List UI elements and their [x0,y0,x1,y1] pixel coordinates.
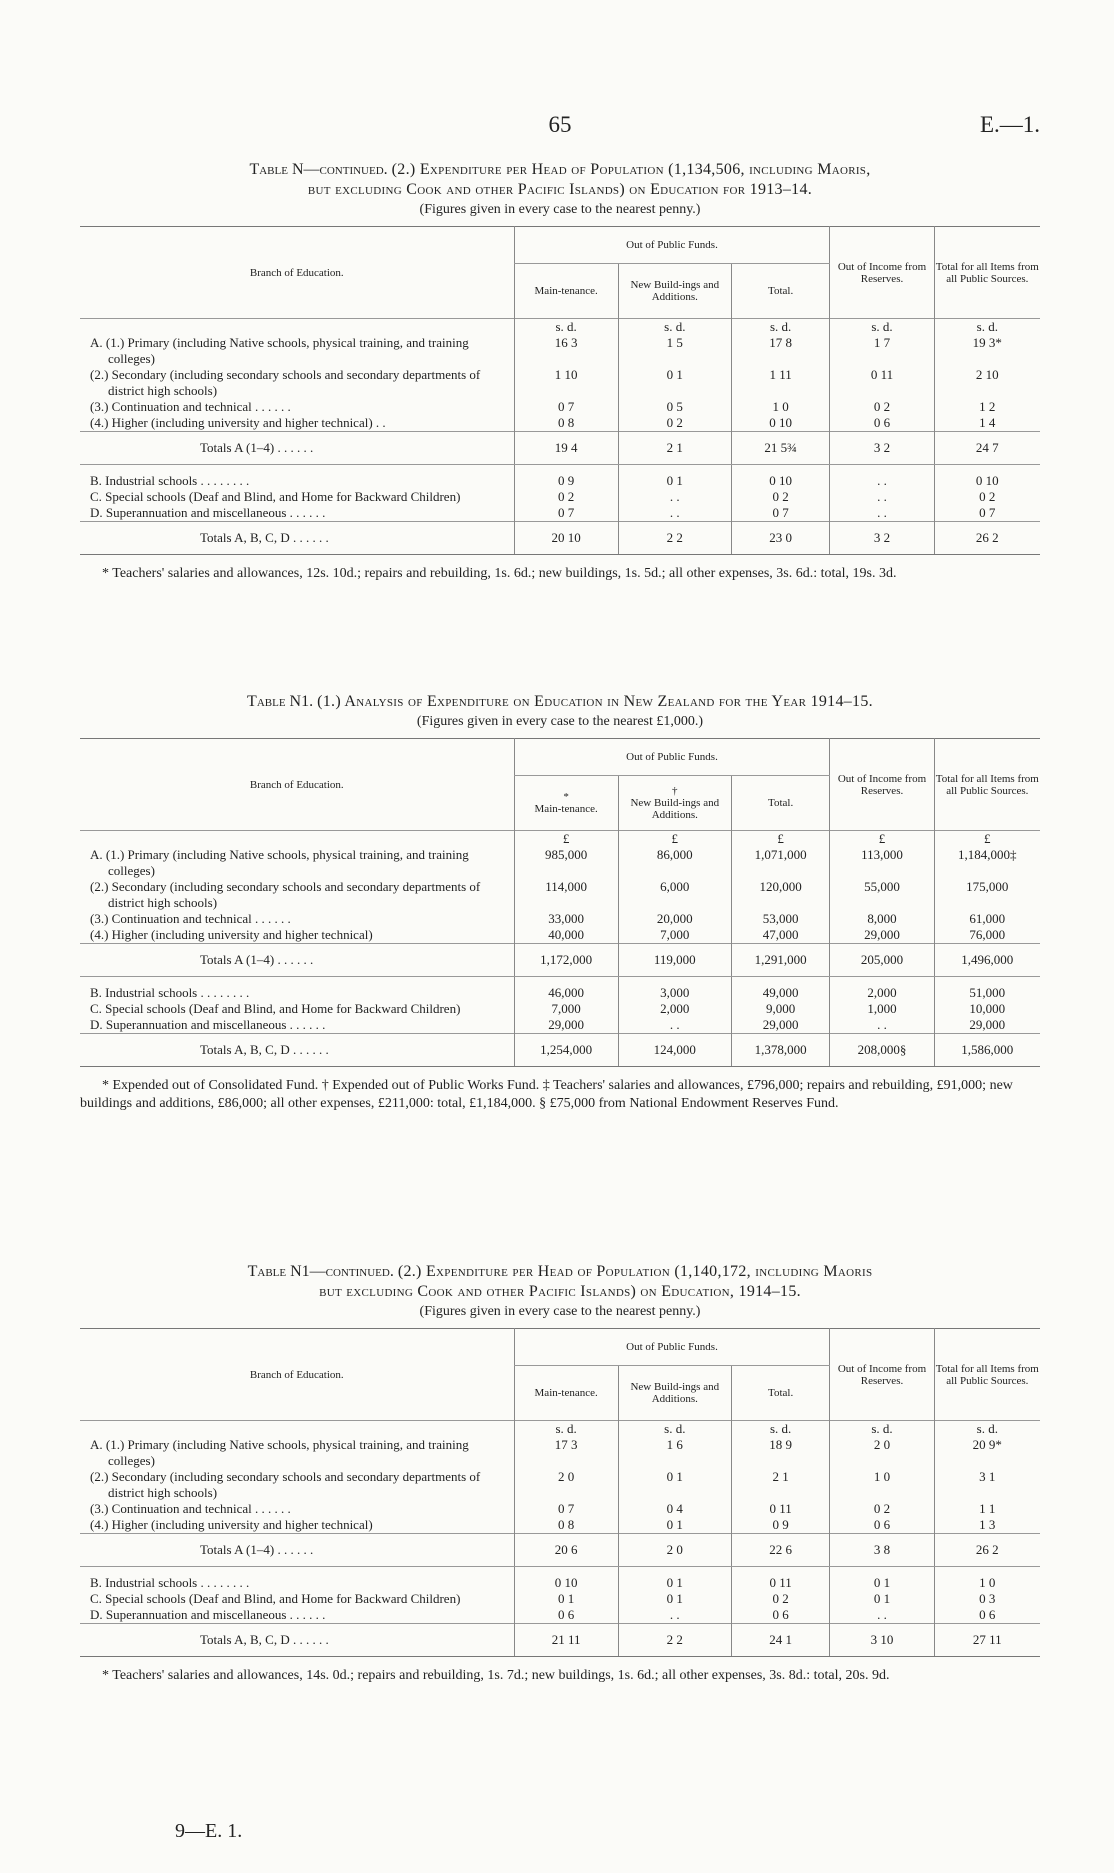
col-branch: Branch of Education. [249,778,344,791]
data-table [80,738,1040,1067]
cell-value: . . [618,1017,731,1034]
table-title-cont: but excluding Cook and other Pacific Islands) on Education, 1914–15. [319,1283,801,1300]
cell-value: 2 0 [830,1437,934,1469]
col-new-buildings: New Build-ings and Additions. [618,264,731,319]
cell-value: 1 0 [731,399,830,415]
unit-label: s. d. [731,319,830,336]
unit-label: £ [830,831,934,848]
table-row [80,367,1040,399]
cell-value: 17 8 [731,335,830,367]
unit-label: s. d. [618,319,731,336]
cell-value: 985,000 [514,847,618,879]
cell-value: 0 10 [514,1575,618,1591]
row-label: D. Superannuation and miscellaneous . . . . . . [90,1017,326,1032]
cell-value: 20 6 [514,1534,618,1567]
totals-all-row [80,522,1040,555]
table-title-prefix: Table N—continued. [249,161,388,178]
cell-value: 51,000 [934,985,1040,1001]
row-label: C. Special schools (Deaf and Blind, and Home for Backward Children) [90,1001,461,1016]
cell-value: 2,000 [830,985,934,1001]
cell-value: 1 5 [618,335,731,367]
cell-value: 0 6 [934,1607,1040,1624]
cell-value: 1 7 [830,335,934,367]
cell-value: 29,000 [731,1017,830,1034]
cell-value: 1,586,000 [934,1034,1040,1067]
col-branch: Branch of Education. [249,1368,344,1381]
cell-value: 3 1 [934,1469,1040,1501]
table-n-continued [80,160,1040,583]
row-label: (3.) Continuation and technical . . . . . . [90,1501,291,1516]
cell-value: 0 7 [514,399,618,415]
cell-value: 0 8 [514,1517,618,1534]
cell-value: 49,000 [731,985,830,1001]
table-row [80,847,1040,879]
cell-value: 7,000 [618,927,731,944]
row-label: Totals A (1–4) . . . . . . [200,1542,314,1557]
cell-value: 3 8 [830,1534,934,1567]
cell-value: 1,254,000 [514,1034,618,1067]
cell-value: 0 1 [830,1591,934,1607]
cell-value: 19 4 [514,432,618,465]
cell-value: 23 0 [731,522,830,555]
cell-value: 3,000 [618,985,731,1001]
cell-value: 1 6 [618,1437,731,1469]
cell-value: 1 0 [934,1575,1040,1591]
cell-value: 0 6 [830,415,934,432]
cell-value: 26 2 [934,1534,1040,1567]
cell-value: 0 2 [934,489,1040,505]
cell-value: 0 1 [618,1469,731,1501]
cell-value: 21 5¾ [731,432,830,465]
cell-value: 0 10 [731,415,830,432]
maint-mark: * [563,791,569,803]
cell-value: 114,000 [514,879,618,911]
cell-value: 20 9* [934,1437,1040,1469]
unit-label: s. d. [618,1421,731,1438]
cell-value: 16 3 [514,335,618,367]
cell-value: . . [830,1017,934,1034]
cell-value: 124,000 [618,1034,731,1067]
cell-value: 1,071,000 [731,847,830,879]
cell-value: 33,000 [514,911,618,927]
cell-value: 208,000§ [830,1034,934,1067]
row-label: (3.) Continuation and technical . . . . . . [90,399,291,414]
cell-value: 0 6 [514,1607,618,1624]
col-new-buildings: New Build-ings and Additions. [618,1366,731,1421]
cell-value: 76,000 [934,927,1040,944]
row-label: (2.) Secondary (including secondary schools and secondary departments of district high schools) [90,1469,481,1500]
cell-value: 20,000 [618,911,731,927]
cell-value: 205,000 [830,944,934,977]
unit-label: s. d. [830,1421,934,1438]
cell-value: . . [618,505,731,522]
cell-value: 86,000 [618,847,731,879]
cell-value: 1 11 [731,367,830,399]
cell-value: 8,000 [830,911,934,927]
cell-value: 0 10 [934,473,1040,489]
unit-label: s. d. [934,319,1040,336]
cell-value: 1 3 [934,1517,1040,1534]
cell-value: . . [830,473,934,489]
table-note: (Figures given in every case to the nearest penny.) [419,1304,701,1319]
table-row [80,1017,1040,1034]
cell-value: 26 2 [934,522,1040,555]
cell-value: 0 11 [731,1575,830,1591]
table-title [80,160,1040,200]
col-reserves: Out of Income from Reserves. [830,1329,934,1421]
table-title [80,692,1040,712]
cell-value: 1,184,000‡ [934,847,1040,879]
cell-value: 3 2 [830,432,934,465]
cell-value: 1 1 [934,1501,1040,1517]
totals-a-row [80,1534,1040,1567]
row-label: (4.) Higher (including university and higher technical) [90,1517,373,1532]
cell-value: 0 7 [514,505,618,522]
table-n1 [80,692,1040,1113]
cell-value: 1 10 [514,367,618,399]
cell-value: 0 7 [514,1501,618,1517]
row-label: (4.) Higher (including university and higher technical) . . [90,415,386,430]
col-all-sources: Total for all Items from all Public Sources. [934,739,1040,831]
table-row [80,489,1040,505]
table-n1-continued [80,1262,1040,1685]
table-row [80,1591,1040,1607]
cell-value: 0 2 [618,415,731,432]
cell-value: 0 2 [514,489,618,505]
cell-value: 22 6 [731,1534,830,1567]
cell-value: 55,000 [830,879,934,911]
cell-value: 1 0 [830,1469,934,1501]
cell-value: 2 2 [618,522,731,555]
table-note: (Figures given in every case to the nearest penny.) [419,202,701,217]
table-footnote: * Teachers' salaries and allowances, 12s. 10d.; repairs and rebuilding, 1s. 6d.; new buildings, 1s. 5d.; all other expenses, 3s. 6d.: total, 19s. 3d. [102,566,897,581]
col-group-public-funds: Out of Public Funds. [514,739,830,776]
table-row [80,1517,1040,1534]
table-row [80,1501,1040,1517]
cell-value: 0 8 [514,415,618,432]
cell-value: 0 6 [830,1517,934,1534]
row-label: Totals A (1–4) . . . . . . [200,440,314,455]
cell-value: 46,000 [514,985,618,1001]
footer-signature: 9—E. 1. [175,1820,243,1842]
row-label: A. (1.) Primary (including Native schools, physical training, and training colleges) [90,335,469,366]
row-label: C. Special schools (Deaf and Blind, and Home for Backward Children) [90,489,461,504]
cell-value: 24 1 [731,1624,830,1657]
table-row [80,1575,1040,1591]
cell-value: 1 2 [934,399,1040,415]
totals-a-row [80,944,1040,977]
table-title-prefix: Table N1—continued. [247,1263,394,1280]
cell-value: 61,000 [934,911,1040,927]
cell-value: 119,000 [618,944,731,977]
totals-a-row [80,432,1040,465]
cell-value: 29,000 [934,1017,1040,1034]
col-group-public-funds: Out of Public Funds. [514,227,830,264]
table-note: (Figures given in every case to the nearest £1,000.) [416,714,704,729]
cell-value: 0 2 [830,1501,934,1517]
cell-value: 0 6 [731,1607,830,1624]
unit-label: s. d. [514,1421,618,1438]
cell-value: 2 10 [934,367,1040,399]
table-title [80,1262,1040,1302]
row-label: D. Superannuation and miscellaneous . . . . . . [90,1607,326,1622]
cell-value: 6,000 [618,879,731,911]
cell-value: 40,000 [514,927,618,944]
col-reserves: Out of Income from Reserves. [830,739,934,831]
row-label: B. Industrial schools . . . . . . . . [90,985,250,1000]
row-label: (2.) Secondary (including secondary schools and secondary departments of district high schools) [90,879,481,910]
row-label: Totals A, B, C, D . . . . . . [200,1042,329,1057]
page-header [80,112,1040,146]
col-branch: Branch of Education. [249,266,344,279]
cell-value: 0 2 [830,399,934,415]
cell-value: 175,000 [934,879,1040,911]
cell-value: 29,000 [830,927,934,944]
cell-value: . . [618,489,731,505]
cell-value: 0 1 [618,367,731,399]
cell-value: 2 0 [618,1534,731,1567]
cell-value: 2 2 [618,1624,731,1657]
cell-value: 3 10 [830,1624,934,1657]
col-new-buildings: † New Build-ings and Additions. [618,776,731,831]
cell-value: 113,000 [830,847,934,879]
table-row [80,399,1040,415]
unit-label: s. d. [514,319,618,336]
data-table [80,226,1040,555]
cell-value: 2,000 [618,1001,731,1017]
table-title-prefix: Table N1. [247,693,314,710]
col-maintenance: * Main-tenance. [514,776,618,831]
table-row [80,415,1040,432]
cell-value: 0 2 [731,489,830,505]
cell-value: . . [830,1607,934,1624]
row-label: (4.) Higher (including university and higher technical) [90,927,373,942]
cell-value: 27 11 [934,1624,1040,1657]
report-ref: E.—1. [979,112,1040,137]
cell-value: 2 0 [514,1469,618,1501]
cell-value: 1,291,000 [731,944,830,977]
data-table [80,1328,1040,1657]
table-footnote: * Expended out of Consolidated Fund. † Expended out of Public Works Fund. ‡ Teachers' salaries and allowances, £796,000; repairs and rebuilding, £91,000; new buildings and additions, £86,000; all other expenses, £211,000: total, £1,184,000. § £75,000 from National Endowment Reserves Fund. [80,1078,1013,1111]
row-label: C. Special schools (Deaf and Blind, and Home for Backward Children) [90,1591,461,1606]
row-label: B. Industrial schools . . . . . . . . [90,473,250,488]
cell-value: 18 9 [731,1437,830,1469]
cell-value: 0 9 [514,473,618,489]
cell-value: 1,000 [830,1001,934,1017]
table-row [80,911,1040,927]
col-group-public-funds: Out of Public Funds. [514,1329,830,1366]
cell-value: 0 10 [731,473,830,489]
cell-value: 53,000 [731,911,830,927]
cell-value: 0 4 [618,1501,731,1517]
table-row [80,335,1040,367]
page-number: 65 [548,112,572,137]
cell-value: 1,172,000 [514,944,618,977]
table-row [80,1607,1040,1624]
table-row [80,505,1040,522]
cell-value: . . [830,489,934,505]
row-label: A. (1.) Primary (including Native schools, physical training, and training colleges) [90,847,469,878]
cell-value: . . [618,1607,731,1624]
unit-label: s. d. [731,1421,830,1438]
cell-value: 1 4 [934,415,1040,432]
row-label: A. (1.) Primary (including Native schools, physical training, and training colleges) [90,1437,469,1468]
cell-value: 17 3 [514,1437,618,1469]
table-title-cont: but excluding Cook and other Pacific Islands) on Education for 1913–14. [307,181,813,198]
col-maintenance: Main-tenance. [514,264,618,319]
unit-label: £ [618,831,731,848]
row-label: Totals A, B, C, D . . . . . . [200,1632,329,1647]
cell-value: 120,000 [731,879,830,911]
table-title-main: (2.) Expenditure per Head of Population (1,134,506, including Maoris, [391,161,871,178]
col-total: Total. [731,264,830,319]
cell-value: 0 1 [618,1591,731,1607]
cell-value: 9,000 [731,1001,830,1017]
col-total: Total. [731,1366,830,1421]
cell-value: 10,000 [934,1001,1040,1017]
unit-label: £ [514,831,618,848]
build-mark: † [672,785,678,797]
cell-value: 0 11 [731,1501,830,1517]
col-reserves: Out of Income from Reserves. [830,227,934,319]
cell-value: 0 1 [618,1575,731,1591]
cell-value: 2 1 [731,1469,830,1501]
unit-label: £ [731,831,830,848]
col-all-sources: Total for all Items from all Public Sources. [934,1329,1040,1421]
table-row [80,927,1040,944]
table-row [80,879,1040,911]
unit-label: s. d. [934,1421,1040,1438]
cell-value: 24 7 [934,432,1040,465]
page [80,0,1040,1873]
row-label: (2.) Secondary (including secondary schools and secondary departments of district high schools) [90,367,481,398]
totals-all-row [80,1034,1040,1067]
cell-value: 0 5 [618,399,731,415]
cell-value: 0 11 [830,367,934,399]
cell-value: 2 1 [618,432,731,465]
cell-value: 0 3 [934,1591,1040,1607]
col-all-sources: Total for all Items from all Public Sources. [934,227,1040,319]
col-maintenance: Main-tenance. [514,1366,618,1421]
cell-value: 29,000 [514,1017,618,1034]
cell-value: 3 2 [830,522,934,555]
row-label: B. Industrial schools . . . . . . . . [90,1575,250,1590]
table-title-main: (1.) Analysis of Expenditure on Education in New Zealand for the Year 1914–15. [317,693,873,710]
table-row [80,985,1040,1001]
cell-value: 0 2 [731,1591,830,1607]
totals-all-row [80,1624,1040,1657]
table-row [80,1469,1040,1501]
table-footnote: * Teachers' salaries and allowances, 14s. 0d.; repairs and rebuilding, 1s. 7d.; new buildings, 1s. 6d.; all other expenses, 3s. 8d.: total, 20s. 9d. [102,1668,890,1683]
row-label: (3.) Continuation and technical . . . . . . [90,911,291,926]
cell-value: 0 7 [731,505,830,522]
cell-value: 19 3* [934,335,1040,367]
cell-value: 1,378,000 [731,1034,830,1067]
row-label: D. Superannuation and miscellaneous . . . . . . [90,505,326,520]
row-label: Totals A (1–4) . . . . . . [200,952,314,967]
table-title-main: (2.) Expenditure per Head of Population (1,140,172, including Maoris [397,1263,873,1280]
cell-value: 20 10 [514,522,618,555]
col-total: Total. [731,776,830,831]
cell-value: 0 1 [830,1575,934,1591]
unit-label: £ [934,831,1040,848]
table-row [80,473,1040,489]
unit-label: s. d. [830,319,934,336]
table-row [80,1001,1040,1017]
cell-value: 0 1 [618,473,731,489]
row-label: Totals A, B, C, D . . . . . . [200,530,329,545]
cell-value: 47,000 [731,927,830,944]
cell-value: 0 7 [934,505,1040,522]
cell-value: 0 1 [514,1591,618,1607]
cell-value: 0 9 [731,1517,830,1534]
cell-value: 1,496,000 [934,944,1040,977]
cell-value: 21 11 [514,1624,618,1657]
cell-value: 0 1 [618,1517,731,1534]
cell-value: . . [830,505,934,522]
cell-value: 7,000 [514,1001,618,1017]
table-row [80,1437,1040,1469]
